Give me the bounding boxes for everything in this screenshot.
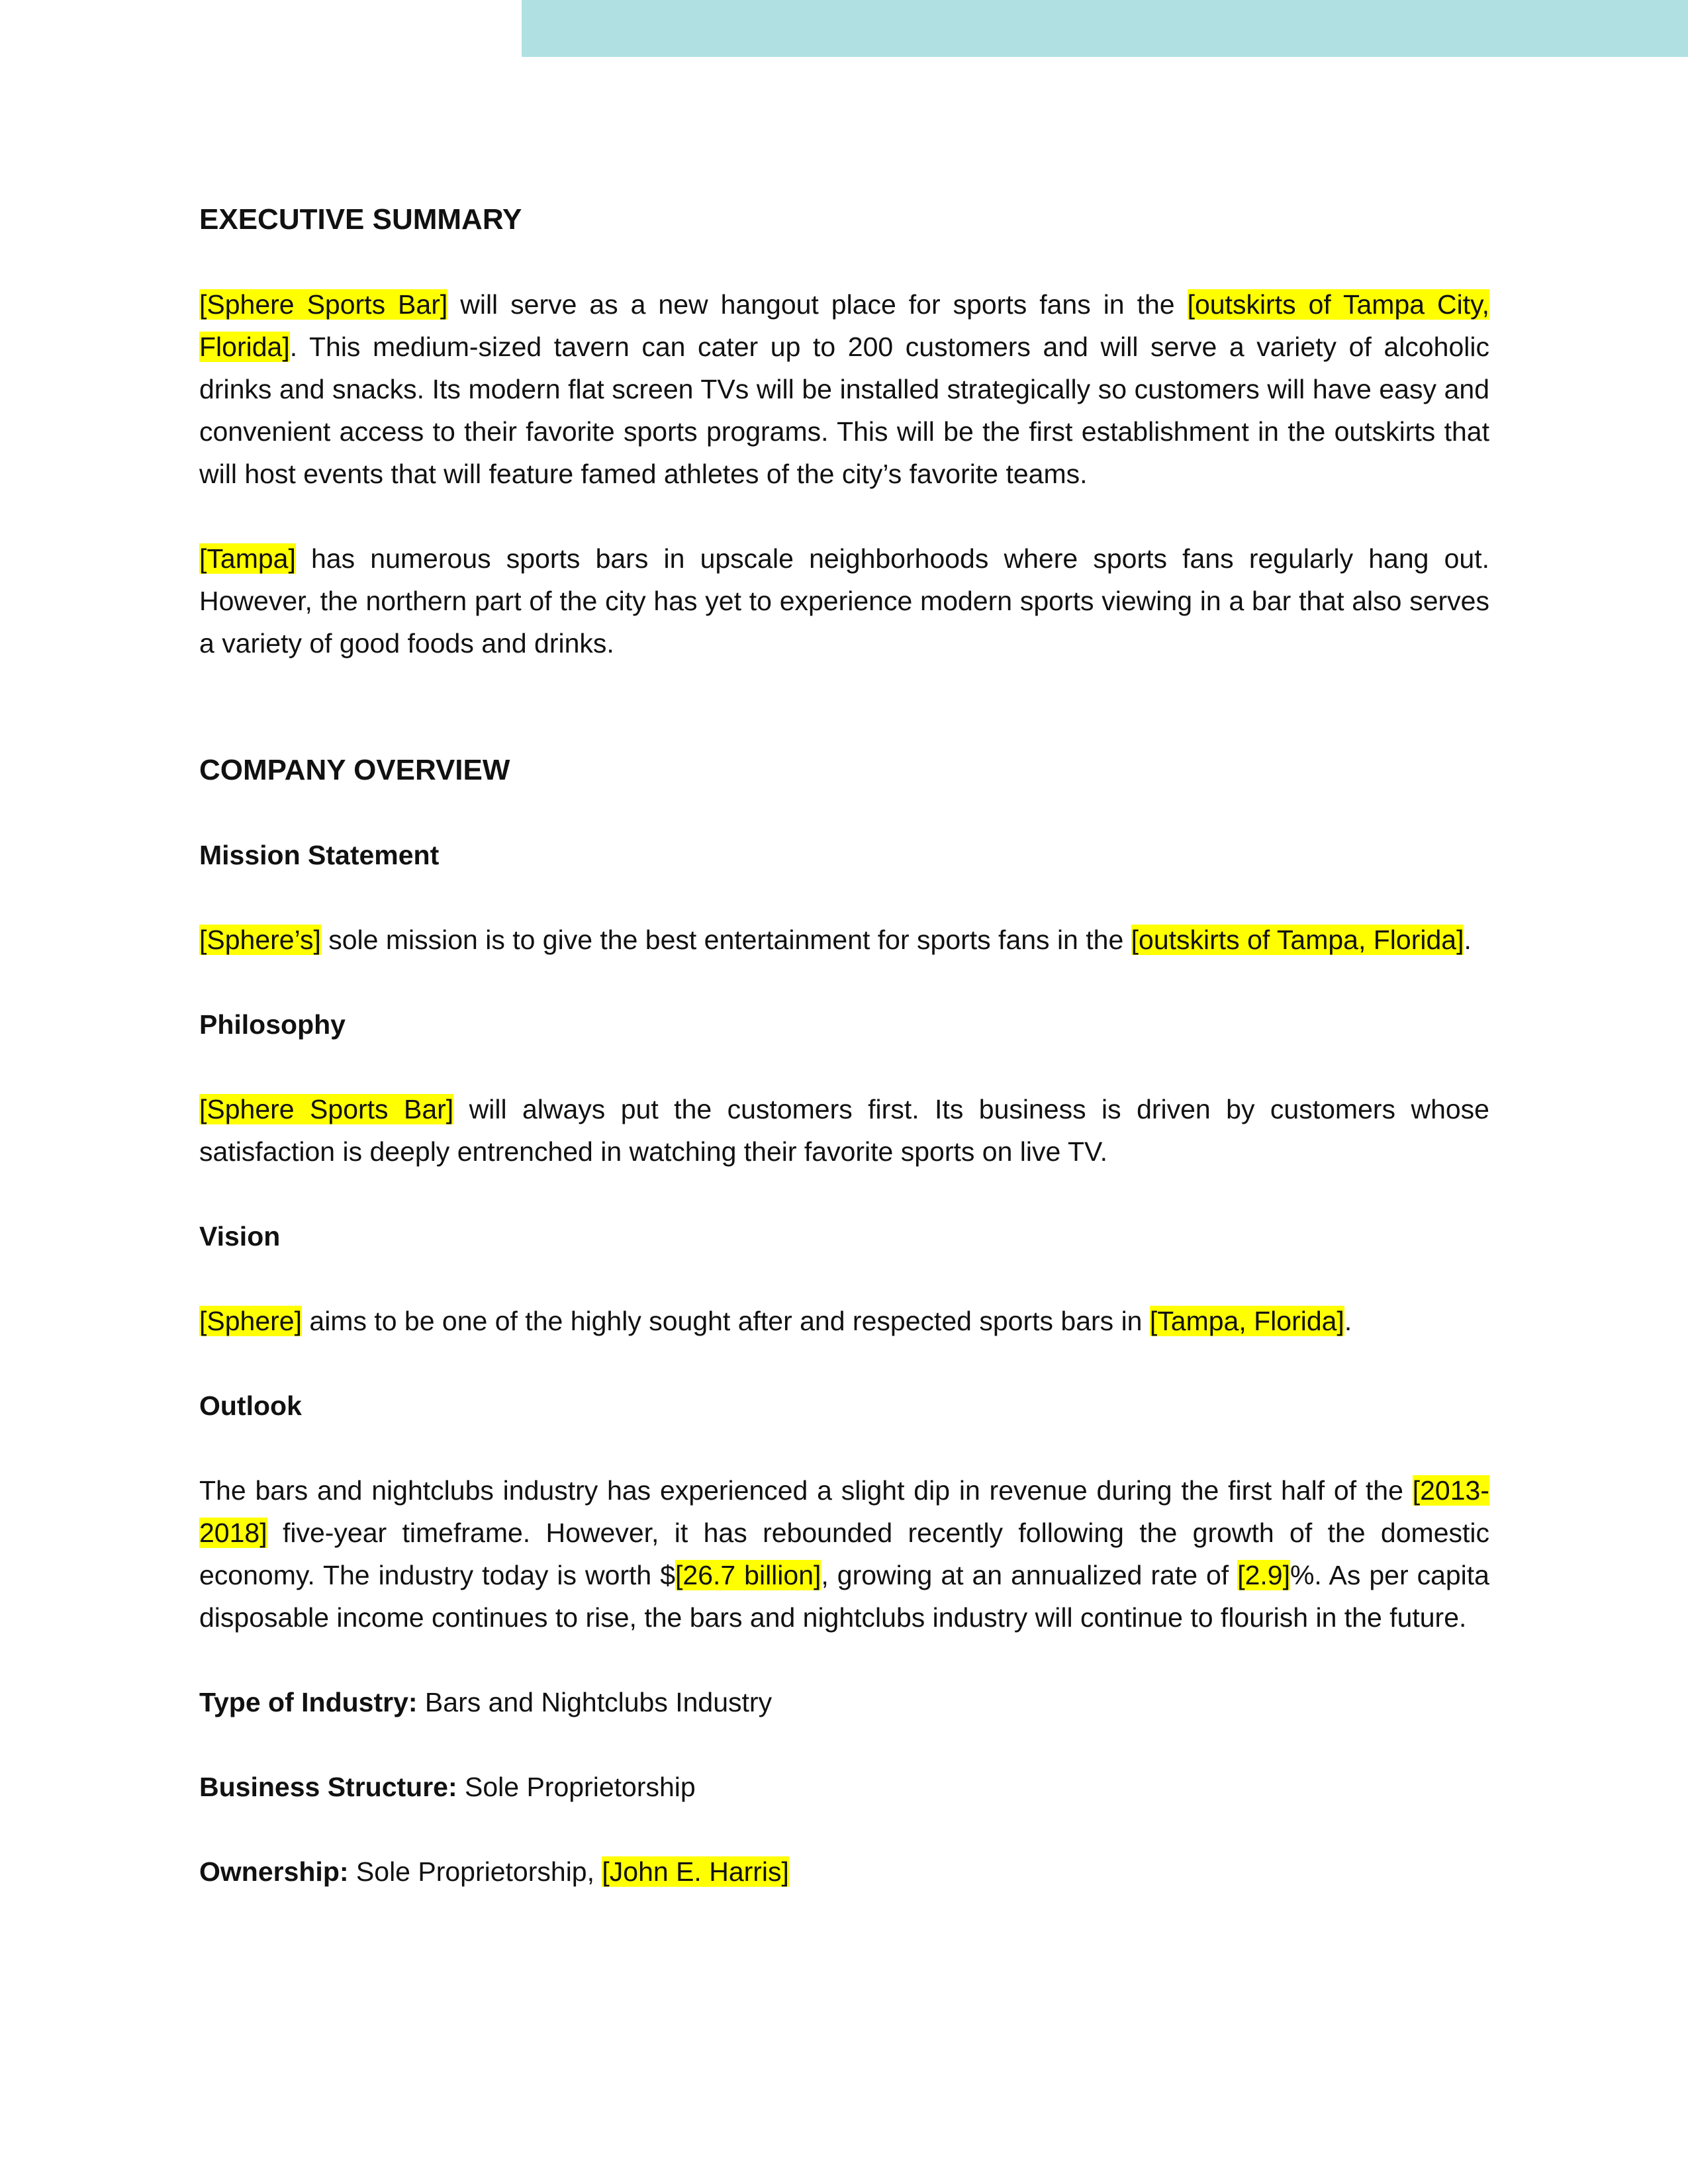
paragraph-text: %. As per capita disposable income continues to rise, the bars and nightclubs industry will continue to flourish in the future. xyxy=(199,1560,1489,1633)
highlight-owner-name: [John E. Harris] xyxy=(602,1856,789,1887)
paragraph-text: will serve as a new hangout place for sports fans in the xyxy=(447,289,1188,320)
paragraph-text: aims to be one of the highly sought after and respected sports bars in xyxy=(302,1306,1150,1336)
type-of-industry-value: Bars and Nightclubs Industry xyxy=(417,1687,773,1717)
company-overview-heading: COMPANY OVERVIEW xyxy=(199,754,510,786)
paragraph-text: sole mission is to give the best entertainment for sports fans in the xyxy=(320,925,1131,955)
paragraph-text: has numerous sports bars in upscale neighborhoods where sports fans regularly hang out. However, the northern part of the city has yet to experience modern sports viewing in a bar that also serves a variety of good foods and drinks. xyxy=(199,543,1489,659)
ownership-value: Sole Proprietorship, xyxy=(348,1856,602,1887)
mission-statement-heading: Mission Statement xyxy=(199,840,440,870)
executive-summary-paragraph-1 xyxy=(199,283,1489,495)
highlight-location: [outskirts of Tampa City, Florida] xyxy=(199,289,1489,362)
highlight-location: [outskirts of Tampa, Florida] xyxy=(1131,925,1464,955)
mission-statement-text xyxy=(199,919,1489,961)
type-of-industry-line xyxy=(199,1681,1489,1723)
paragraph-text: will always put the customers first. Its business is driven by customers whose satisfaction is deeply entrenched in watching their favorite sports on live TV. xyxy=(199,1094,1489,1167)
vision-text xyxy=(199,1300,1489,1342)
highlight-business-name: [Sphere] xyxy=(199,1306,302,1336)
highlight-business-name: [Sphere’s] xyxy=(199,925,321,955)
highlight-city: [Tampa] xyxy=(199,543,296,574)
header-accent-band xyxy=(522,0,1688,57)
business-structure-label: Business Structure: xyxy=(199,1772,457,1802)
highlight-business-name: [Sphere Sports Bar] xyxy=(199,289,448,320)
philosophy-text xyxy=(199,1088,1489,1173)
highlight-growth-rate: [2.9] xyxy=(1237,1560,1290,1590)
paragraph-text: . This medium-sized tavern can cater up to 200 customers and will serve a variety of alcoholic drinks and snacks. Its modern flat screen TVs will be installed strategically so customers will have easy and convenient access to their favorite sports programs. This will be the first establishment in the outskirts that will host events that will feature famed athletes of the city’s favorite teams. xyxy=(199,332,1489,489)
executive-summary-heading: EXECUTIVE SUMMARY xyxy=(199,203,522,236)
paragraph-text: The bars and nightclubs industry has experienced a slight dip in revenue during the first half of the xyxy=(199,1475,1413,1506)
business-structure-value: Sole Proprietorship xyxy=(457,1772,696,1802)
paragraph-text: , growing at an annualized rate of xyxy=(821,1560,1238,1590)
vision-heading: Vision xyxy=(199,1221,281,1251)
philosophy-heading: Philosophy xyxy=(199,1009,346,1040)
document-body xyxy=(199,199,1489,1893)
outlook-text xyxy=(199,1469,1489,1639)
highlight-timeframe: [2013-2018] xyxy=(199,1475,1489,1548)
business-structure-line xyxy=(199,1766,1489,1808)
executive-summary-paragraph-2 xyxy=(199,537,1489,664)
outlook-heading: Outlook xyxy=(199,1390,302,1421)
paragraph-text: five-year timeframe. However, it has rebounded recently following the growth of the domestic economy. The industry today is worth $ xyxy=(199,1518,1489,1590)
type-of-industry-label: Type of Industry: xyxy=(199,1687,418,1717)
highlight-business-name: [Sphere Sports Bar] xyxy=(199,1094,454,1124)
paragraph-text: . xyxy=(1464,925,1472,955)
ownership-label: Ownership: xyxy=(199,1856,349,1887)
paragraph-text: . xyxy=(1344,1306,1352,1336)
highlight-location: [Tampa, Florida] xyxy=(1149,1306,1344,1336)
ownership-line xyxy=(199,1850,1489,1893)
highlight-industry-worth: [26.7 billion] xyxy=(675,1560,821,1590)
